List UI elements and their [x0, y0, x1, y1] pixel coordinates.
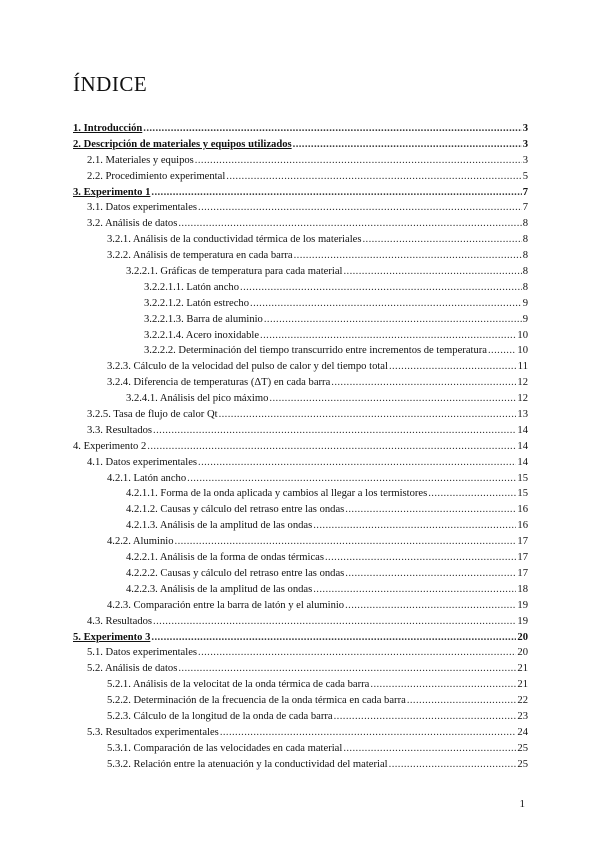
toc-row — [0, 439, 600, 455]
toc-row — [0, 709, 600, 725]
toc-row — [0, 614, 600, 630]
toc-entry-page: 20 — [517, 647, 528, 659]
toc-entry-page: 3 — [522, 138, 528, 150]
toc-row — [0, 471, 600, 487]
toc-entry-page: 10 — [517, 329, 528, 341]
toc-entry-page: 15 — [517, 472, 528, 484]
toc-entry-page: 14 — [517, 456, 528, 468]
toc-entry-label: 3.2.4. Diferencia de temperaturas (ΔT) en cada barra — [107, 377, 331, 389]
toc-entry[interactable] — [87, 455, 528, 471]
toc-entry[interactable] — [73, 439, 528, 455]
toc-entry[interactable] — [126, 550, 528, 566]
toc-row — [0, 630, 600, 646]
toc-entry[interactable] — [144, 280, 528, 296]
toc-entry[interactable] — [107, 709, 528, 725]
toc-entry[interactable] — [87, 407, 528, 423]
toc-entry-label: 4.2.1.3. Análisis de la amplitud de las ondas — [126, 520, 313, 532]
toc-entry-label: 2.2. Procedimiento experimental — [87, 170, 226, 182]
toc-entry-page: 23 — [517, 710, 528, 722]
toc-row — [0, 677, 600, 693]
toc-entry[interactable] — [107, 741, 528, 757]
toc-entry[interactable] — [144, 343, 528, 359]
toc-entry-label: 3.2.2.1.1. Latón ancho — [144, 281, 240, 293]
toc-entry[interactable] — [73, 121, 528, 137]
toc-row — [0, 232, 600, 248]
toc-entry-label: 4.2.1. Latón ancho — [107, 472, 187, 484]
toc-entry-page: 24 — [517, 726, 528, 738]
toc-row — [0, 264, 600, 280]
toc-entry[interactable] — [144, 296, 528, 312]
toc-entry-page: 25 — [517, 742, 528, 754]
toc-entry-page: 17 — [517, 536, 528, 548]
toc-entry[interactable] — [144, 312, 528, 328]
toc-entry-label: 3. Experimento 1 — [73, 186, 151, 198]
toc-entry-label: 3.2.4.1. Análisis del pico máximo — [126, 393, 269, 405]
toc-row — [0, 137, 600, 153]
dot-leader — [219, 407, 517, 423]
toc-entry-label: 3.3. Resultados — [87, 424, 153, 436]
dot-leader — [195, 153, 522, 169]
dot-leader — [198, 200, 522, 216]
toc-entry[interactable] — [144, 328, 528, 344]
toc-entry-label: 4.2.2. Aluminio — [107, 536, 174, 548]
toc-entry[interactable] — [126, 582, 528, 598]
toc-entry[interactable] — [107, 375, 528, 391]
toc-entry-page: 13 — [517, 409, 528, 421]
toc-row — [0, 598, 600, 614]
toc-entry-page: 19 — [517, 615, 528, 627]
toc-entry-label: 3.2. Análisis de datos — [87, 218, 178, 230]
toc-row — [0, 185, 600, 201]
toc-row — [0, 725, 600, 741]
toc-entry[interactable] — [87, 216, 528, 232]
toc-entry-label: 3.1. Datos experimentales — [87, 202, 198, 214]
toc-row — [0, 200, 600, 216]
toc-entry-label: 5.2. Análisis de datos — [87, 663, 178, 675]
dot-leader — [488, 343, 516, 359]
toc-entry[interactable] — [87, 169, 528, 185]
dot-leader — [143, 121, 521, 137]
toc-entry-label: 4.2.2.2. Causas y cálculo del retraso entre las ondas — [126, 567, 345, 579]
toc-entry-label: 3.2.2.1.2. Latón estrecho — [144, 297, 250, 309]
toc-entry-label: 5.2.2. Determinación de la frecuencia de la onda térmica en cada barra — [107, 695, 406, 707]
toc-row — [0, 582, 600, 598]
dot-leader — [198, 645, 516, 661]
toc-entry-label: 3.2.3. Cálculo de la velocidad del pulso de calor y del tiempo total — [107, 361, 388, 373]
toc-row — [0, 486, 600, 502]
toc-row — [0, 757, 600, 773]
toc-entry[interactable] — [126, 391, 528, 407]
toc-entry-label: 5. Experimento 3 — [73, 631, 151, 643]
toc-entry-label: 3.2.2.1.4. Acero inoxidable — [144, 329, 260, 341]
dot-leader — [345, 502, 516, 518]
toc-entry-label: 4.2.2.1. Análisis de la forma de ondas térmicas — [126, 552, 324, 564]
toc-row — [0, 153, 600, 169]
dot-leader — [407, 693, 517, 709]
toc-entry[interactable] — [107, 598, 528, 614]
toc-entry[interactable] — [107, 757, 528, 773]
toc-entry-label: 5.3.1. Comparación de las velocidades en cada material — [107, 742, 343, 754]
dot-leader — [153, 423, 516, 439]
toc-entry-label: 4.3. Resultados — [87, 615, 153, 627]
toc-entry-page: 17 — [517, 552, 528, 564]
dot-leader — [345, 598, 516, 614]
page-title: ÍNDICE — [73, 72, 148, 96]
dot-leader — [198, 455, 516, 471]
page-number: 1 — [519, 798, 525, 810]
dot-leader — [226, 169, 521, 185]
dot-leader — [313, 518, 516, 534]
toc-entry-page: 8 — [522, 281, 528, 293]
dot-leader — [345, 566, 516, 582]
toc-entry-label: 2. Descripción de materiales y equipos utilizados — [73, 138, 292, 150]
toc-entry-label: 1. Introducción — [73, 123, 143, 134]
toc-entry-label: 5.2.1. Análisis de la velocitat de la onda térmica de cada barra — [107, 679, 370, 691]
toc-row — [0, 518, 600, 534]
toc-entry-page: 22 — [517, 695, 528, 707]
dot-leader — [428, 486, 516, 502]
dot-leader — [220, 725, 517, 741]
toc-entry[interactable] — [87, 725, 528, 741]
toc-entry[interactable] — [107, 534, 528, 550]
toc-entry-page: 21 — [517, 679, 528, 691]
toc-entry-page: 8 — [522, 234, 528, 246]
toc-entry[interactable] — [126, 264, 528, 280]
table-of-contents — [0, 121, 600, 773]
dot-leader — [260, 328, 516, 344]
toc-entry[interactable] — [107, 693, 528, 709]
toc-entry[interactable] — [73, 137, 528, 153]
toc-row — [0, 121, 600, 137]
toc-entry-label: 3.2.2.1.3. Barra de aluminio — [144, 313, 263, 325]
toc-entry-page: 14 — [517, 424, 528, 436]
toc-entry-page: 3 — [522, 154, 528, 166]
dot-leader — [264, 312, 522, 328]
toc-entry-page: 21 — [517, 663, 528, 675]
toc-entry-page: 10 — [517, 345, 528, 357]
toc-entry-page: 16 — [517, 504, 528, 516]
toc-entry[interactable] — [73, 185, 528, 201]
toc-entry-label: 3.2.2.2. Determinación del tiempo transcurrido entre incrementos de temperatura — [144, 345, 487, 357]
toc-entry-page: 19 — [517, 599, 528, 611]
toc-row — [0, 169, 600, 185]
toc-entry[interactable] — [107, 677, 528, 693]
toc-entry[interactable] — [87, 645, 528, 661]
toc-row — [0, 328, 600, 344]
toc-entry[interactable] — [126, 502, 528, 518]
dot-leader — [313, 582, 516, 598]
toc-row — [0, 248, 600, 264]
toc-entry[interactable] — [73, 630, 528, 646]
toc-entry-label: 5.1. Datos experimentales — [87, 647, 198, 659]
dot-leader — [269, 391, 516, 407]
toc-row — [0, 455, 600, 471]
toc-row — [0, 280, 600, 296]
toc-entry-label: 4.2.1.1. Forma de la onda aplicada y cambios al llegar a los termistores — [126, 488, 428, 500]
toc-entry-page: 12 — [517, 377, 528, 389]
toc-row — [0, 343, 600, 359]
toc-row — [0, 741, 600, 757]
toc-entry[interactable] — [126, 566, 528, 582]
toc-entry-page: 12 — [517, 393, 528, 405]
toc-entry-page: 16 — [517, 520, 528, 532]
dot-leader — [294, 248, 522, 264]
toc-row — [0, 359, 600, 375]
dot-leader — [178, 216, 521, 232]
toc-entry-label: 2.1. Materiales y equipos — [87, 154, 194, 166]
dot-leader — [325, 550, 516, 566]
toc-entry[interactable] — [87, 423, 528, 439]
toc-row — [0, 312, 600, 328]
toc-row — [0, 407, 600, 423]
toc-entry-label: 3.2.2.1. Gráficas de temperatura para cada material — [126, 266, 343, 278]
dot-leader — [187, 471, 516, 487]
toc-entry[interactable] — [87, 153, 528, 169]
toc-row — [0, 566, 600, 582]
toc-entry-page: 7 — [522, 202, 528, 214]
toc-row — [0, 423, 600, 439]
toc-entry-label: 5.3. Resultados experimentales — [87, 726, 219, 738]
toc-row — [0, 693, 600, 709]
dot-leader — [240, 280, 522, 296]
toc-entry-page: 8 — [522, 218, 528, 230]
toc-entry-page: 5 — [522, 170, 528, 182]
toc-entry-page: 11 — [517, 361, 528, 373]
toc-entry-label: 4.2.2.3. Análisis de la amplitud de las ondas — [126, 583, 313, 595]
dot-leader — [151, 185, 521, 201]
dot-leader — [147, 439, 516, 455]
toc-row — [0, 645, 600, 661]
toc-entry-label: 4. Experimento 2 — [73, 440, 147, 452]
toc-entry-page: 15 — [517, 488, 528, 500]
toc-row — [0, 296, 600, 312]
toc-entry-page: 17 — [517, 567, 528, 579]
toc-entry[interactable] — [107, 471, 528, 487]
toc-row — [0, 661, 600, 677]
toc-row — [0, 216, 600, 232]
dot-leader — [389, 757, 517, 773]
dot-leader — [343, 264, 521, 280]
toc-entry-page: 14 — [517, 440, 528, 452]
toc-entry-page: 9 — [522, 297, 528, 309]
toc-entry-label: 5.3.2. Relación entre la atenuación y la conductividad del material — [107, 758, 388, 770]
toc-entry-label: 5.2.3. Cálculo de la longitud de la onda de cada barra — [107, 710, 333, 722]
toc-entry-page: 20 — [517, 631, 528, 643]
toc-entry-page: 8 — [522, 250, 528, 262]
toc-entry[interactable] — [87, 614, 528, 630]
dot-leader — [331, 375, 516, 391]
toc-entry[interactable] — [87, 661, 528, 677]
toc-entry-page: 9 — [522, 313, 528, 325]
toc-entry-page: 7 — [522, 186, 528, 198]
dot-leader — [151, 630, 516, 646]
dot-leader — [175, 534, 517, 550]
toc-entry-page: 25 — [517, 758, 528, 770]
dot-leader — [153, 614, 516, 630]
toc-entry-label: 4.1. Datos experimentales — [87, 456, 198, 468]
dot-leader — [389, 359, 517, 375]
toc-entry[interactable] — [107, 232, 528, 248]
toc-entry-label: 4.2.3. Comparación entre la barra de latón y el aluminio — [107, 599, 345, 611]
toc-entry[interactable] — [107, 359, 528, 375]
dot-leader — [293, 137, 522, 153]
dot-leader — [334, 709, 517, 725]
toc-entry-page: 8 — [522, 266, 528, 278]
toc-entry[interactable] — [87, 200, 528, 216]
toc-row — [0, 534, 600, 550]
dot-leader — [250, 296, 522, 312]
toc-entry[interactable] — [126, 486, 528, 502]
toc-entry-label: 4.2.1.2. Causas y cálculo del retraso entre las ondas — [126, 504, 345, 516]
dot-leader — [370, 677, 516, 693]
toc-entry-page: 3 — [522, 123, 528, 134]
dot-leader — [343, 741, 516, 757]
toc-entry[interactable] — [107, 248, 528, 264]
dot-leader — [178, 661, 516, 677]
toc-entry-page: 18 — [517, 583, 528, 595]
toc-entry-label: 3.2.2. Análisis de temperatura en cada barra — [107, 250, 293, 262]
toc-entry-label: 3.2.5. Tasa de flujo de calor Qt — [87, 409, 218, 421]
toc-row — [0, 502, 600, 518]
toc-row — [0, 391, 600, 407]
toc-entry-label: 3.2.1. Análisis de la conductividad térmica de los materiales — [107, 234, 362, 246]
toc-entry[interactable] — [126, 518, 528, 534]
toc-row — [0, 550, 600, 566]
toc-row — [0, 375, 600, 391]
dot-leader — [362, 232, 521, 248]
